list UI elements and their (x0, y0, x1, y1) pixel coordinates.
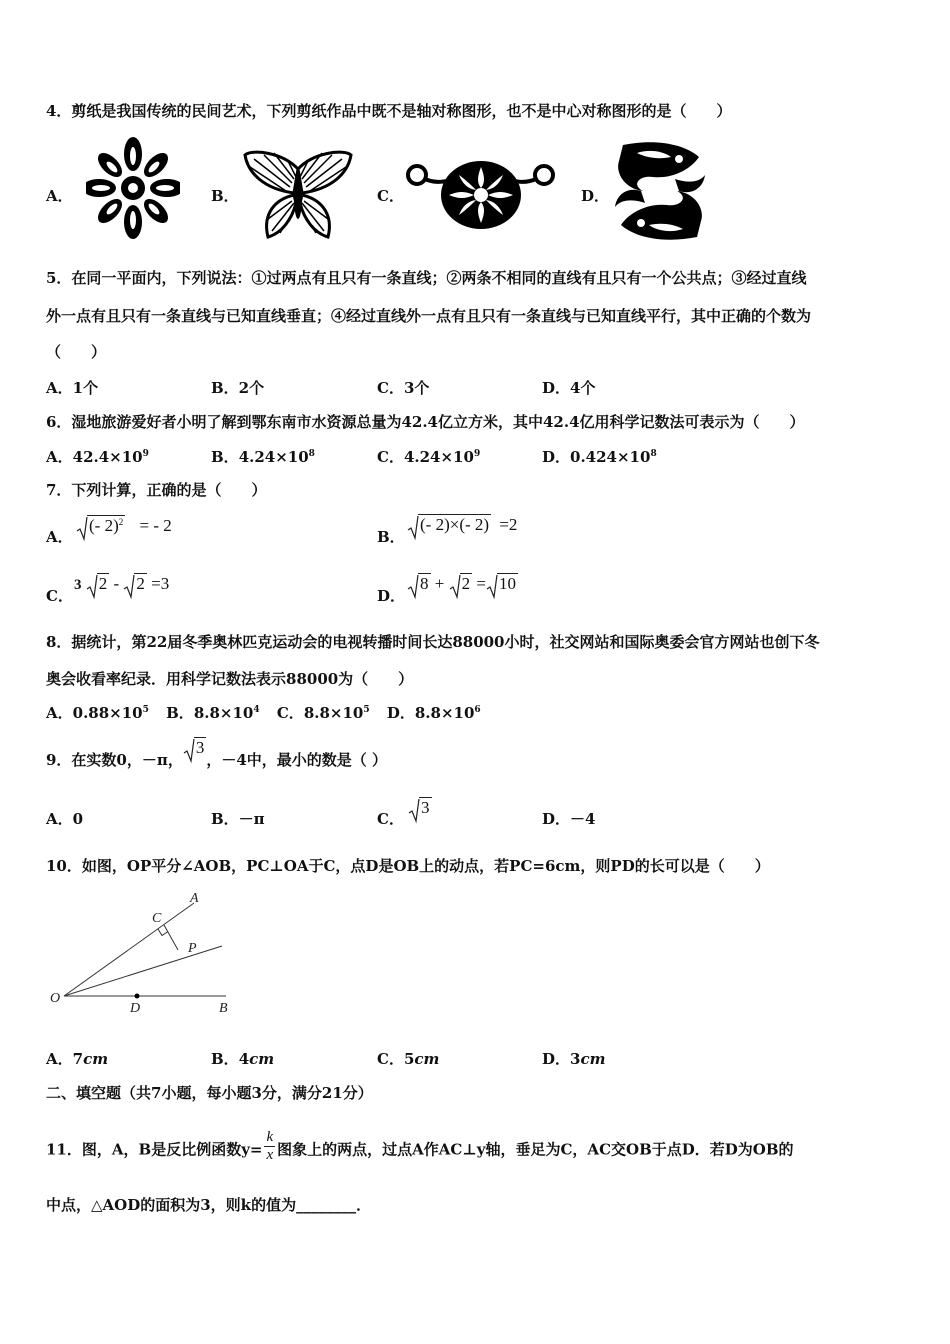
q11-stem-line1: 11．图，A，B是反比例函数y= $\frac{k}{x}$ 图象上的两点，过点A作AC⊥y轴，垂足为C，AC交OB于点D．若D为OB的 (46, 1129, 794, 1163)
bird-papercut-icon (613, 139, 707, 243)
label-a: A (190, 891, 199, 906)
q10-option-c: C．5cm (377, 1050, 440, 1068)
q11-fraction: $\frac{k}{x}$ (266, 1129, 274, 1163)
sqrt-sign-icon (449, 574, 461, 600)
q9-option-d: D．－4 (542, 810, 596, 828)
q7-option-d-label: D． (377, 587, 406, 605)
q9-stem: 9．在实数0，－π， 3，－4中，最小的数是（ ） (46, 738, 388, 769)
q10-option-b: B．4cm (211, 1050, 275, 1068)
q5-option-c: C．3个 (377, 379, 430, 397)
q5-stem-line3: （ ） (46, 343, 107, 361)
section-title-fill-in: 二、填空题（共7小题，每小题3分，满分21分） (46, 1084, 373, 1102)
flower-papercut-icon (86, 136, 180, 240)
q5-option-a: A．1个 (46, 379, 99, 397)
ray-op (64, 946, 222, 996)
q9-option-c-expr: 3 (408, 798, 432, 818)
ray-oa (64, 903, 194, 996)
q6-option-b: B．$4.24\times 10^8$ (211, 448, 315, 466)
q9-option-a: A．0 (46, 810, 84, 828)
point-d (135, 994, 140, 999)
floral-scroll-papercut-icon (403, 151, 558, 237)
sqrt-sign-icon (76, 516, 88, 542)
q7-option-b-label: B． (377, 528, 405, 546)
q5-stem-line2: 外一点有且只有一条直线与已知直线垂直；④经过直线外一点有且只有一条直线与已知直线平行，其中正确的个数为 (46, 307, 812, 325)
q5-option-b: B．2个 (211, 379, 265, 397)
sqrt-sign-icon (407, 515, 419, 541)
q7-option-a-expr: (- 2)$^2$ = - 2 (76, 516, 172, 536)
q7-option-c-expr: 3 2 - 2 =3 (74, 574, 169, 594)
q7-option-c-label: C． (46, 587, 73, 605)
q5-option-d: D．4个 (542, 379, 596, 397)
q10-stem: 10．如图，OP平分∠AOB，PC⊥OA于C，点D是OB上的动点，若PC=6cm，则PD的长可以是（ ） (46, 857, 770, 875)
sqrt-sign-icon (408, 798, 420, 824)
q10-option-a: A．7cm (46, 1050, 109, 1068)
q6-option-d: D．$0.424\times 10^8$ (542, 448, 657, 466)
sqrt-sign-icon (183, 738, 195, 764)
sqrt-sign-icon (486, 574, 498, 600)
q9-option-b: B．－π (211, 810, 265, 828)
q8-stem-line1: 8．据统计，第22届冬季奥林匹克运动会的电视转播时间长达88000小时，社交网站和国际奥委会官方网站也创下冬 (46, 633, 820, 651)
q4-option-d-label: D． (581, 187, 610, 205)
q6-stem: 6．湿地旅游爱好者小明了解到鄂东南市水资源总量为42.4亿立方米，其中42.4亿用科学记数法可表示为（ ） (46, 413, 805, 431)
q7-option-d-expr: 8 + 2 = 10 (407, 574, 518, 594)
q4-option-b-label: B． (211, 187, 239, 205)
label-p: P (188, 941, 197, 956)
sqrt-sign-icon (123, 574, 135, 600)
sqrt-sign-icon (407, 574, 419, 600)
q4-option-a-label: A． (46, 187, 73, 205)
q8-stem-line2: 奥会收看率纪录．用科学记数法表示88000为（ ） (46, 670, 414, 688)
label-d: D (130, 1001, 141, 1016)
angle-bisector-figure (44, 888, 244, 1018)
q6-option-c: C．$4.24\times 10^9$ (377, 448, 481, 466)
q9-option-c-label: C． (377, 810, 404, 828)
butterfly-papercut-icon (242, 147, 354, 241)
q4-option-c-label: C． (377, 187, 404, 205)
q7-stem: 7．下列计算，正确的是（ ） (46, 481, 267, 499)
label-b: B (219, 1001, 228, 1016)
label-o: O (50, 991, 61, 1006)
q4-stem: 4．剪纸是我国传统的民间艺术，下列剪纸作品中既不是轴对称图形，也不是中心对称图形的是（ ） (46, 102, 732, 120)
segment-pc (164, 925, 178, 950)
q11-stem-line2: 中点，△AOD的面积为3，则k的值为________． (46, 1196, 372, 1214)
q7-option-a-label: A． (46, 528, 73, 546)
sqrt-sign-icon (86, 574, 98, 600)
q8-options: A．$0.88\times 10^5$ B．$8.8\times 10^4$ C．$8.8\times 10^5$ D．$8.8\times 10^6$ (46, 704, 481, 722)
label-c: C (152, 911, 162, 926)
q5-stem-line1: 5．在同一平面内，下列说法：①过两点有且只有一条直线；②两条不相同的直线有且只有一个公共点；③经过直线 (46, 269, 807, 287)
q7-option-b-expr: (- 2)×(- 2) =2 (407, 515, 517, 535)
q6-option-a: A．$42.4\times 10^9$ (46, 448, 149, 466)
q10-option-d: D．3cm (542, 1050, 606, 1068)
